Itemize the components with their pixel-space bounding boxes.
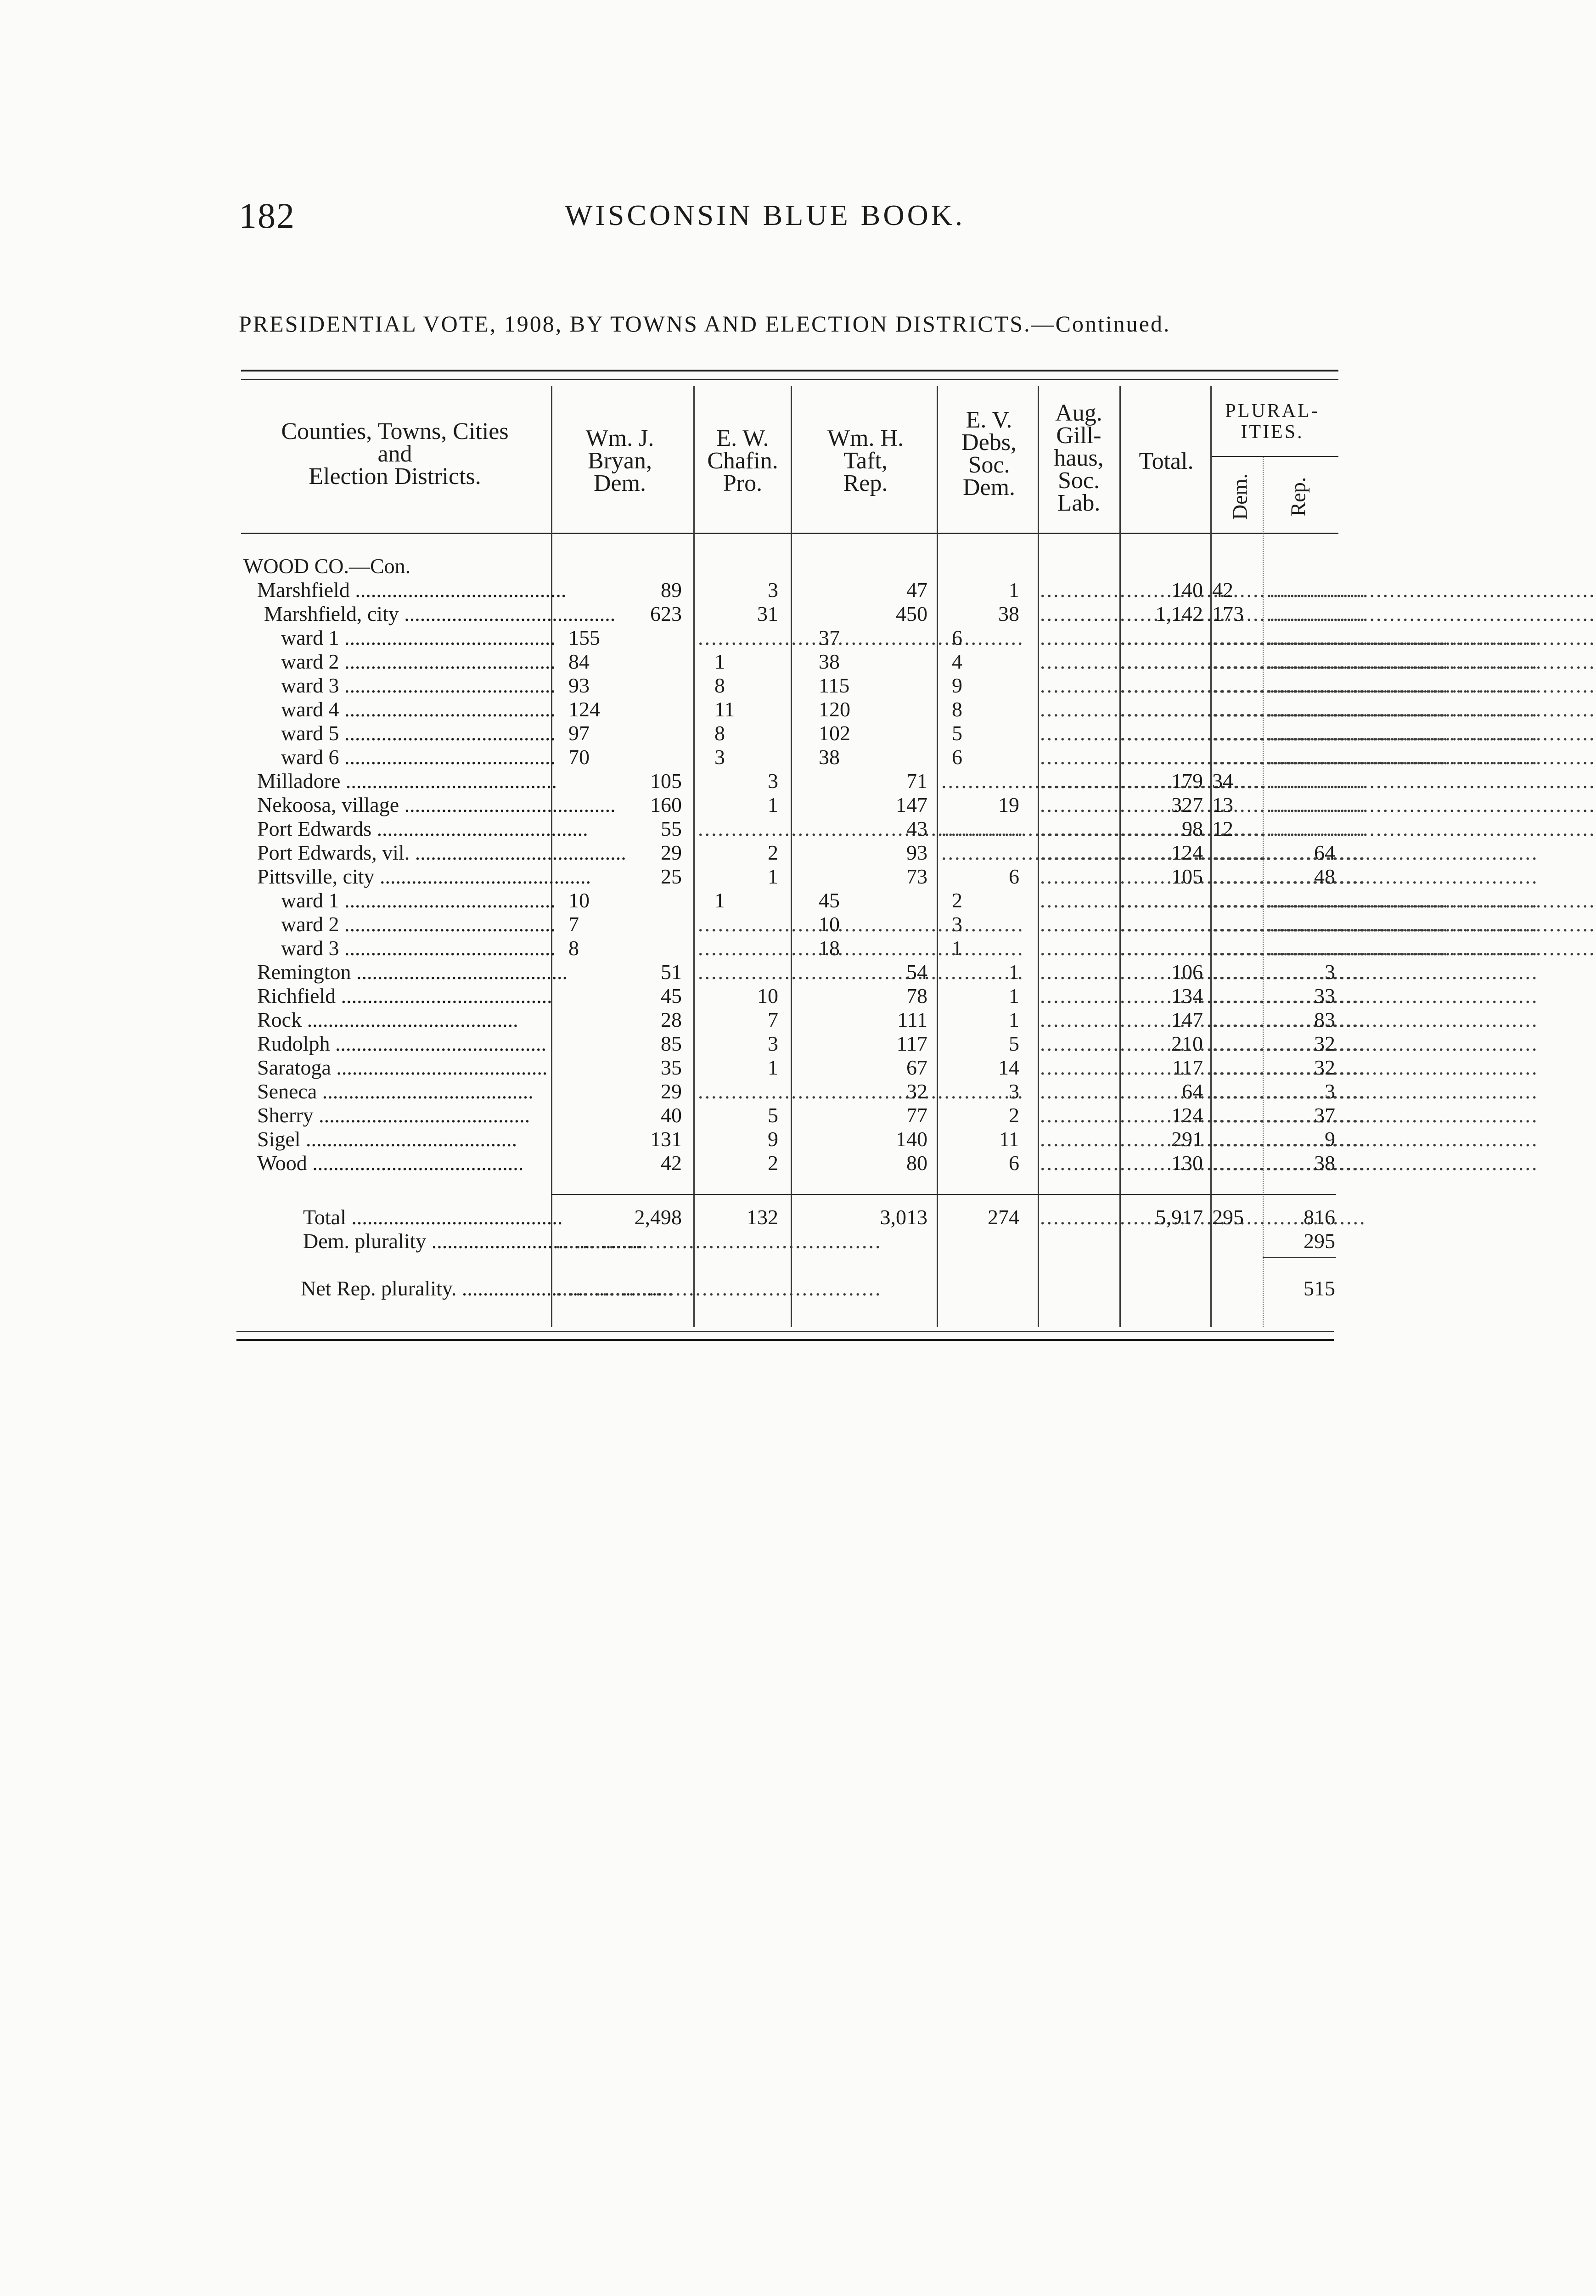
district-name: ward 3 ........................................ <box>281 936 556 960</box>
rep-plurality-cell: 48 <box>1314 865 1335 888</box>
dem-plurality-blank <box>1212 1056 1258 1080</box>
dem-plurality-blank <box>1212 865 1258 889</box>
gillhaus-blank <box>1040 1127 1118 1151</box>
taft-cell: 115 <box>819 674 850 697</box>
bryan-cell: 89 <box>661 578 682 602</box>
district-name: ward 6 ........................................ <box>281 745 556 769</box>
debs-cell: 1 <box>1009 960 1019 984</box>
taft-cell: 102 <box>819 721 850 745</box>
table-row <box>0 698 1491 721</box>
bryan-cell: 42 <box>661 1151 682 1175</box>
col-head-gillhaus: Aug. Gill- haus, Soc. Lab. <box>1054 400 1104 516</box>
debs-cell: 6 <box>952 626 962 649</box>
col-head-chafin: E. W. Chafin. Pro. <box>707 425 778 496</box>
total-cell: 134 <box>1171 984 1203 1007</box>
district-name: Seneca ........................................ <box>257 1080 534 1103</box>
taft-cell: 147 <box>896 793 927 816</box>
bryan-cell: 131 <box>650 1127 682 1151</box>
district-name: Milladore ........................................ <box>257 769 557 793</box>
gillhaus-blank <box>1040 912 1118 936</box>
taft-cell: 71 <box>906 769 927 793</box>
table-row <box>0 602 1491 626</box>
debs-blank <box>941 769 1033 793</box>
dem-plurality-blank <box>1212 745 1258 769</box>
pluralities-subrule <box>1212 456 1338 457</box>
bryan-cell: 105 <box>650 769 682 793</box>
gillhaus-blank <box>1040 1032 1118 1056</box>
total-blank <box>1120 626 1208 650</box>
dem-plurality-row <box>0 1229 1491 1253</box>
district-name: Sigel ........................................ <box>257 1127 517 1151</box>
taft-cell: 67 <box>906 1056 927 1079</box>
table-row <box>0 889 1491 912</box>
rep-plurality-blank <box>1270 650 1336 674</box>
chafin-cell: 1 <box>768 1056 778 1079</box>
running-head: WISCONSIN BLUE BOOK. <box>565 199 965 231</box>
chafin-cell: 1 <box>714 650 725 673</box>
total-cell: 1,142 <box>1155 602 1203 625</box>
gillhaus-blank <box>1040 769 1118 793</box>
taft-cell: 77 <box>906 1103 927 1127</box>
debs-cell: 1 <box>952 936 962 960</box>
rep-plurality-blank <box>1270 626 1336 650</box>
totals-rule <box>551 1194 1336 1195</box>
debs-cell: 6 <box>952 745 962 769</box>
bryan-cell: 25 <box>661 865 682 888</box>
debs-cell: 2 <box>1009 1103 1019 1127</box>
total-blank <box>1120 912 1208 936</box>
debs-cell: 5 <box>1009 1032 1019 1055</box>
debs-cell: 9 <box>952 674 962 697</box>
total-blank <box>1120 698 1208 721</box>
bryan-cell: 93 <box>568 674 590 697</box>
district-name: Port Edwards ........................................ <box>257 817 588 840</box>
dem-plurality-blank <box>1212 721 1258 745</box>
debs-cell: 6 <box>1009 1151 1019 1175</box>
gillhaus-blank <box>1040 602 1118 626</box>
gillhaus-blank <box>1040 626 1118 650</box>
total-cell: 64 <box>1182 1080 1203 1103</box>
gillhaus-blank <box>1040 1103 1118 1127</box>
col-head-pluralities: PLURAL- ITIES. <box>1225 400 1320 443</box>
table-row <box>0 626 1491 650</box>
net-rep-plurality-row <box>0 1277 1491 1300</box>
taft-cell: 78 <box>906 984 927 1007</box>
col-head-rep: Rep. <box>1286 477 1310 517</box>
chafin-cell: 3 <box>768 1032 778 1055</box>
total-cell: 147 <box>1171 1008 1203 1031</box>
dem-plurality-blank <box>1212 1008 1258 1032</box>
gillhaus-blank <box>1040 674 1118 698</box>
district-name: Saratoga ........................................ <box>257 1056 548 1079</box>
table-row <box>0 1056 1491 1080</box>
dem-plurality-blank <box>1212 650 1258 674</box>
taft-cell: 54 <box>906 960 927 984</box>
chafin-cell: 1 <box>714 889 725 912</box>
col-head-dem: Dem. <box>1228 473 1252 520</box>
taft-cell: 47 <box>906 578 927 602</box>
taft-cell: 43 <box>906 817 927 840</box>
total-blank <box>1120 721 1208 745</box>
col-head-total: Total. <box>1139 448 1194 474</box>
chafin-cell: 1 <box>768 865 778 888</box>
rep-rule <box>1263 1257 1336 1258</box>
dem-plurality-total: 295 <box>1212 1205 1244 1229</box>
dem-plurality-blank <box>1212 889 1258 912</box>
table-title: PRESIDENTIAL VOTE, 1908, BY TOWNS AND ELECTION DISTRICTS.—Continued. <box>239 311 1171 337</box>
dem-plurality-blank <box>1212 841 1258 865</box>
total-cell: 124 <box>1171 1103 1203 1127</box>
dem-plurality-blank <box>1212 960 1258 984</box>
rep-plurality-blank <box>1270 578 1336 602</box>
table-row <box>0 984 1491 1008</box>
bryan-cell: 85 <box>661 1032 682 1055</box>
total-blank <box>1120 745 1208 769</box>
chafin-cell: 3 <box>768 769 778 793</box>
dem-plurality-cell: 34 <box>1212 769 1233 793</box>
taft-total: 3,013 <box>880 1205 927 1229</box>
chafin-cell: 3 <box>768 578 778 602</box>
taft-cell: 32 <box>906 1080 927 1103</box>
rep-plurality-blank <box>1270 745 1336 769</box>
taft-cell: 73 <box>906 865 927 888</box>
total-cell: 327 <box>1171 793 1203 816</box>
bryan-total: 2,498 <box>634 1205 682 1229</box>
district-name: ward 4 ........................................ <box>281 698 556 721</box>
bryan-cell: 623 <box>650 602 682 625</box>
dem-plurality-blank <box>1212 912 1258 936</box>
rep-plurality-cell: 38 <box>1314 1151 1335 1175</box>
chafin-cell: 3 <box>714 745 725 769</box>
chafin-blank <box>698 912 785 936</box>
bryan-cell: 124 <box>568 698 600 721</box>
dem-plurality-blank <box>1212 1127 1258 1151</box>
table-row <box>0 936 1491 960</box>
rep-plurality-blank <box>1270 817 1336 841</box>
district-name: ward 1 ........................................ <box>281 889 556 912</box>
chafin-cell: 2 <box>768 841 778 864</box>
debs-cell: 1 <box>1009 1008 1019 1031</box>
gillhaus-blank <box>1040 936 1118 960</box>
rep-plurality-cell: 3 <box>1325 960 1335 984</box>
taft-cell: 38 <box>819 650 840 673</box>
debs-cell: 19 <box>998 793 1019 816</box>
bottom-rule <box>236 1331 1334 1332</box>
table-row <box>0 1008 1491 1032</box>
district-name: Rudolph ........................................ <box>257 1032 546 1055</box>
rep-plurality-cell: 3 <box>1325 1080 1335 1103</box>
rep-plurality-blank <box>1270 769 1336 793</box>
bryan-cell: 55 <box>661 817 682 840</box>
dem-plurality-blank <box>1212 936 1258 960</box>
dem-plurality-blank <box>1212 1032 1258 1056</box>
chafin-blank <box>698 960 785 984</box>
bryan-cell: 28 <box>661 1008 682 1031</box>
top-rule <box>241 370 1338 371</box>
dem-plurality-cell: 13 <box>1212 793 1233 816</box>
bryan-cell: 84 <box>568 650 590 673</box>
district-name: ward 3 ........................................ <box>281 674 556 697</box>
bryan-cell: 155 <box>568 626 600 649</box>
rep-plurality-blank <box>1270 602 1336 626</box>
bryan-cell: 51 <box>661 960 682 984</box>
debs-cell: 1 <box>1009 984 1019 1007</box>
total-blank <box>1120 889 1208 912</box>
section-heading-row <box>0 554 1491 578</box>
district-name: Wood ........................................ <box>257 1151 524 1175</box>
district-name: Marshfield, city ........................................ <box>264 602 616 625</box>
gillhaus-blank <box>1040 817 1118 841</box>
rep-plurality-blank <box>1270 721 1336 745</box>
chafin-cell: 1 <box>768 793 778 816</box>
taft-cell: 18 <box>819 936 840 960</box>
chafin-cell: 2 <box>768 1151 778 1175</box>
chafin-blank <box>698 936 785 960</box>
gillhaus-blank <box>1040 865 1118 889</box>
district-name: ward 1 ........................................ <box>281 626 556 649</box>
dem-plurality-blank <box>1212 674 1258 698</box>
district-name: Pittsville, city ........................................ <box>257 865 591 888</box>
table-row <box>0 674 1491 698</box>
gillhaus-blank <box>1040 1080 1118 1103</box>
col-head-districts: Counties, Towns, Cities and Election Districts. <box>281 418 509 490</box>
district-name: Port Edwards, vil. ........................................ <box>257 841 626 864</box>
gillhaus-blank <box>1040 1151 1118 1175</box>
gillhaus-blank <box>1040 1205 1118 1229</box>
total-cell: 106 <box>1171 960 1203 984</box>
table-row <box>0 912 1491 936</box>
taft-cell: 45 <box>819 889 840 912</box>
rep-plurality-cell: 9 <box>1325 1127 1335 1151</box>
district-name: Rock ........................................ <box>257 1008 518 1031</box>
gillhaus-blank <box>1040 698 1118 721</box>
row-dots <box>556 1277 1256 1300</box>
total-cell: 130 <box>1171 1151 1203 1175</box>
gillhaus-blank <box>1040 960 1118 984</box>
chafin-total: 132 <box>747 1205 778 1229</box>
dem-plurality-label: Dem. plurality ........................................ <box>303 1229 643 1253</box>
table-row <box>0 578 1491 602</box>
taft-cell: 117 <box>896 1032 927 1055</box>
row-dots <box>556 1229 1256 1253</box>
debs-cell: 8 <box>952 698 962 721</box>
total-cell: 291 <box>1171 1127 1203 1151</box>
table-row <box>0 1080 1491 1103</box>
rep-plurality-cell: 37 <box>1314 1103 1335 1127</box>
dem-plurality-blank <box>1212 626 1258 650</box>
col-head-debs: E. V. Debs, Soc. Dem. <box>961 407 1017 501</box>
rep-plurality-blank <box>1270 793 1336 817</box>
district-name: ward 5 ........................................ <box>281 721 556 745</box>
bryan-cell: 10 <box>568 889 590 912</box>
debs-total: 274 <box>988 1205 1019 1229</box>
taft-cell: 111 <box>897 1008 927 1031</box>
dem-plurality-blank <box>1212 984 1258 1008</box>
net-rep-plurality-label: Net Rep. plurality. ........................................ <box>301 1277 673 1300</box>
taft-cell: 37 <box>819 626 840 649</box>
bryan-cell: 29 <box>661 1080 682 1103</box>
grand-total: 5,917 <box>1155 1205 1203 1229</box>
table-row <box>0 721 1491 745</box>
table-row <box>0 1151 1491 1175</box>
district-name: ward 2 ........................................ <box>281 912 556 936</box>
rep-plurality-total: 816 <box>1304 1205 1335 1229</box>
rep-plurality-cell: 33 <box>1314 984 1335 1007</box>
section-heading: WOOD CO.—Con. <box>243 554 411 578</box>
chafin-cell: 8 <box>714 674 725 697</box>
gillhaus-blank <box>1040 1008 1118 1032</box>
dem-plurality-blank <box>1212 698 1258 721</box>
dem-plurality-cell: 12 <box>1212 817 1233 840</box>
rep-plurality-cell: 32 <box>1314 1056 1335 1079</box>
total-cell: 124 <box>1171 841 1203 864</box>
debs-cell: 38 <box>998 602 1019 625</box>
debs-blank <box>941 841 1033 865</box>
bryan-cell: 70 <box>568 745 590 769</box>
district-name: Marshfield ........................................ <box>257 578 567 602</box>
debs-blank <box>941 817 1033 841</box>
district-name: ward 2 ........................................ <box>281 650 556 673</box>
chafin-cell: 7 <box>768 1008 778 1031</box>
debs-cell: 3 <box>1009 1080 1019 1103</box>
chafin-cell: 10 <box>757 984 778 1007</box>
taft-cell: 93 <box>906 841 927 864</box>
debs-cell: 5 <box>952 721 962 745</box>
chafin-cell: 11 <box>714 698 735 721</box>
gillhaus-blank <box>1040 1056 1118 1080</box>
table-row <box>0 650 1491 674</box>
table-row <box>0 745 1491 769</box>
gillhaus-blank <box>1040 578 1118 602</box>
total-cell: 117 <box>1172 1056 1203 1079</box>
dem-plurality-value: 295 <box>1304 1229 1335 1253</box>
taft-cell: 80 <box>906 1151 927 1175</box>
net-rep-plurality-value: 515 <box>1304 1277 1335 1300</box>
taft-cell: 10 <box>819 912 840 936</box>
total-blank <box>1120 650 1208 674</box>
table-row <box>0 1127 1491 1151</box>
rep-plurality-blank <box>1270 889 1336 912</box>
col-head-bryan: Wm. J. Bryan, Dem. <box>585 425 654 496</box>
taft-cell: 450 <box>896 602 927 625</box>
bryan-cell: 97 <box>568 721 590 745</box>
total-row <box>0 1205 1491 1229</box>
table-row <box>0 960 1491 984</box>
col-head-taft: Wm. H. Taft, Rep. <box>827 425 904 496</box>
dem-plurality-blank <box>1212 1151 1258 1175</box>
debs-cell: 6 <box>1009 865 1019 888</box>
gillhaus-blank <box>1040 721 1118 745</box>
rep-plurality-blank <box>1270 674 1336 698</box>
debs-cell: 14 <box>998 1056 1019 1079</box>
gillhaus-blank <box>1040 650 1118 674</box>
bryan-cell: 160 <box>650 793 682 816</box>
chafin-cell: 5 <box>768 1103 778 1127</box>
debs-cell: 11 <box>999 1127 1019 1151</box>
table-row <box>0 865 1491 889</box>
table-row <box>0 1032 1491 1056</box>
taft-cell: 120 <box>819 698 850 721</box>
chafin-cell: 8 <box>714 721 725 745</box>
total-blank <box>1120 936 1208 960</box>
debs-cell: 4 <box>952 650 962 673</box>
rep-plurality-cell: 64 <box>1314 841 1335 864</box>
bottom-rule-outer <box>236 1339 1334 1341</box>
dem-plurality-cell: 173 <box>1212 602 1244 625</box>
table-row <box>0 817 1491 841</box>
total-cell: 105 <box>1171 865 1203 888</box>
rep-plurality-blank <box>1270 912 1336 936</box>
table-row <box>0 793 1491 817</box>
gillhaus-blank <box>1040 793 1118 817</box>
total-blank <box>1120 674 1208 698</box>
bryan-cell: 8 <box>568 936 579 960</box>
gillhaus-blank <box>1040 889 1118 912</box>
chafin-blank <box>698 817 785 841</box>
total-label: Total ........................................ <box>303 1205 563 1229</box>
district-name: Sherry ........................................ <box>257 1103 530 1127</box>
rep-plurality-cell: 32 <box>1314 1032 1335 1055</box>
taft-cell: 38 <box>819 745 840 769</box>
gillhaus-blank <box>1040 984 1118 1008</box>
total-cell: 179 <box>1171 769 1203 793</box>
district-name: Nekoosa, village ........................................ <box>257 793 616 816</box>
table-row <box>0 1103 1491 1127</box>
bryan-cell: 29 <box>661 841 682 864</box>
table-row <box>0 841 1491 865</box>
rep-plurality-cell: 83 <box>1314 1008 1335 1031</box>
dem-plurality-blank <box>1212 1080 1258 1103</box>
debs-cell: 1 <box>1009 578 1019 602</box>
bryan-cell: 35 <box>661 1056 682 1079</box>
chafin-cell: 31 <box>757 602 778 625</box>
district-name: Remington ........................................ <box>257 960 568 984</box>
taft-cell: 140 <box>896 1127 927 1151</box>
dem-plurality-blank <box>1212 1103 1258 1127</box>
debs-cell: 2 <box>952 889 962 912</box>
page-number: 182 <box>239 196 295 236</box>
rep-plurality-blank <box>1270 698 1336 721</box>
debs-cell: 3 <box>952 912 962 936</box>
top-rule-inner <box>241 379 1338 380</box>
bryan-cell: 45 <box>661 984 682 1007</box>
gillhaus-blank <box>1040 745 1118 769</box>
chafin-blank <box>698 626 785 650</box>
bryan-cell: 40 <box>661 1103 682 1127</box>
district-name: Richfield ........................................ <box>257 984 552 1007</box>
chafin-blank <box>698 1080 785 1103</box>
total-cell: 140 <box>1171 578 1203 602</box>
bryan-cell: 7 <box>568 912 579 936</box>
dem-plurality-cell: 42 <box>1212 578 1233 602</box>
total-cell: 98 <box>1182 817 1203 840</box>
gillhaus-blank <box>1040 841 1118 865</box>
rep-plurality-blank <box>1270 936 1336 960</box>
chafin-cell: 9 <box>768 1127 778 1151</box>
header-rule <box>241 533 1338 534</box>
total-cell: 210 <box>1171 1032 1203 1055</box>
table-row <box>0 769 1491 793</box>
